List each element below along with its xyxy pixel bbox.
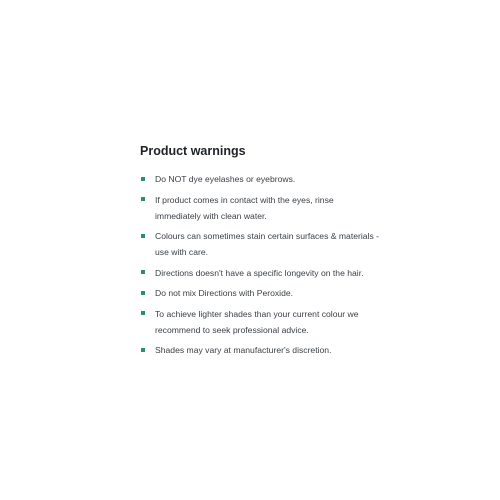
warning-text: Directions doesn't have a specific longevity on the hair. — [155, 267, 364, 278]
list-item — [140, 265, 380, 281]
square-bullet-icon — [141, 177, 145, 181]
list-item — [140, 285, 380, 301]
list-item — [140, 228, 380, 260]
square-bullet-icon — [141, 311, 145, 315]
list-item — [140, 192, 380, 224]
list-item — [140, 342, 380, 358]
warnings-list — [140, 171, 380, 358]
warning-text: Do NOT dye eyelashes or eyebrows. — [155, 174, 296, 184]
warning-text: Do not mix Directions with Peroxide. — [155, 288, 294, 298]
square-bullet-icon — [141, 291, 145, 295]
warning-text: To achieve lighter shades than your current colour we recommend to seek professional advice. — [155, 308, 359, 335]
square-bullet-icon — [141, 348, 145, 352]
warning-text: Colours can sometimes stain certain surfaces & materials - use with care. — [155, 231, 379, 257]
square-bullet-icon — [141, 234, 145, 238]
square-bullet-icon — [141, 270, 145, 274]
product-warnings-section — [140, 143, 380, 363]
warning-text: Shades may vary at manufacturer's discretion. — [155, 345, 332, 355]
square-bullet-icon — [141, 197, 145, 201]
list-item — [140, 171, 380, 187]
list-item — [140, 306, 380, 338]
section-heading: Product warnings — [140, 144, 246, 158]
warning-text: If product comes in contact with the eyes, rinse immediately with clean water. — [155, 194, 334, 221]
